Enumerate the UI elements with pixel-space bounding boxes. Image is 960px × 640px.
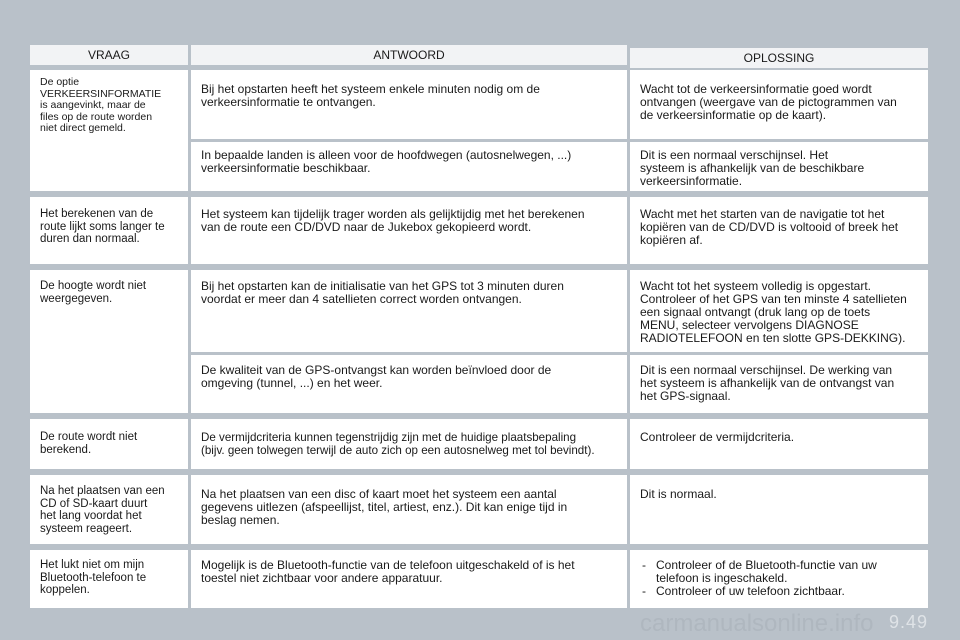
- header-question: VRAAG: [30, 45, 188, 65]
- answer-cell: [191, 142, 627, 191]
- header-solution: OPLOSSING: [630, 48, 928, 68]
- answer-text: Na het plaatsen van een disc of kaart moet het systeem een aantal gegevens uitlezen (afspeellijst, titel, artiest, enz.). Dit kan enige tijd in beslag nemen.: [201, 487, 568, 527]
- solution-text: Dit is normaal.: [640, 487, 717, 501]
- header-answer: ANTWOORD: [191, 45, 627, 65]
- question-text: Het berekenen van de route lijkt soms langer te duren dan normaal.: [40, 208, 165, 245]
- answer-text: In bepaalde landen is alleen voor de hoofdwegen (autosnelwegen, ...) verkeersinformatie beschikbaar.: [201, 148, 572, 175]
- question-text: Na het plaatsen van een CD of SD-kaart duurt het lang voordat het systeem reageert.: [40, 485, 165, 535]
- solution-list-item: - Controleer of de Bluetooth-functie van uw telefoon is ingeschakeld.: [640, 559, 920, 585]
- answer-cell: [191, 70, 627, 139]
- answer-cell: [191, 475, 627, 544]
- solution-cell: [630, 419, 928, 469]
- question-cell: [30, 197, 188, 264]
- answer-text: Mogelijk is de Bluetooth-functie van de telefoon uitgeschakeld of is het toestel niet zichtbaar voor andere apparatuur.: [201, 558, 575, 585]
- solution-text: Wacht tot de verkeersinformatie goed wordt ontvangen (weergave van de pictogrammen van de verkeersinformatie op de kaart).: [640, 82, 897, 122]
- answer-cell: [191, 550, 627, 608]
- solution-cell: [630, 550, 928, 608]
- page-number: 9.49: [888, 612, 928, 632]
- solution-text: Wacht met het starten van de navigatie tot het kopiëren van de CD/DVD is voltooid of breek het kopiëren af.: [640, 207, 899, 247]
- solution-cell: [630, 270, 928, 352]
- answer-text: Bij het opstarten heeft het systeem enkele minuten nodig om de verkeersinformatie te ontvangen.: [201, 82, 540, 109]
- solution-cell: [630, 197, 928, 264]
- solution-list: [640, 559, 920, 598]
- answer-cell: [191, 355, 627, 413]
- question-cell: [30, 70, 188, 191]
- question-text: De route wordt niet berekend.: [40, 431, 138, 456]
- question-text: Het lukt niet om mijn Bluetooth-telefoon te koppelen.: [40, 559, 147, 596]
- answer-text: De kwaliteit van de GPS-ontvangst kan worden beïnvloed door de omgeving (tunnel, ...) en het weer.: [201, 363, 552, 390]
- watermark: carmanualsonline.info: [640, 610, 874, 637]
- answer-text: Bij het opstarten kan de initialisatie van het GPS tot 3 minuten duren voordat er meer dan 4 satellieten correct worden ontvangen.: [201, 279, 564, 306]
- question-text: De optie VERKEERSINFORMATIE is aangevinkt, maar de files op de route worden niet direct gemeld.: [40, 76, 162, 134]
- question-cell: [30, 475, 188, 544]
- solution-text: Dit is een normaal verschijnsel. Het systeem is afhankelijk van de beschikbare verkeersinformatie.: [640, 148, 865, 188]
- solution-cell: [630, 475, 928, 544]
- answer-text: De vermijdcriteria kunnen tegenstrijdig zijn met de huidige plaatsbepaling (bijv. geen tolwegen terwijl de auto zich op een autosnelweg met tol bevindt).: [201, 431, 595, 457]
- question-cell: [30, 550, 188, 608]
- solution-cell: [630, 70, 928, 139]
- question-cell: [30, 270, 188, 413]
- answer-cell: [191, 197, 627, 264]
- solution-text: Dit is een normaal verschijnsel. De werking van het systeem is afhankelijk van de ontvangst van het GPS-signaal.: [640, 363, 895, 403]
- solution-cell: [630, 142, 928, 191]
- solution-text: Wacht tot het systeem volledig is opgestart. Controleer of het GPS van ten minste 4 satellieten een signaal ontvangt (druk lang op de toets MENU, selecteer vervolgens DIAGNOSE RADIOTELEFOON en ten slotte GPS-DEKKING).: [640, 279, 907, 345]
- solution-text: Controleer de vermijdcriteria.: [640, 430, 795, 444]
- solution-cell: [630, 355, 928, 413]
- answer-text: Het systeem kan tijdelijk trager worden als gelijktijdig met het berekenen van de route een CD/DVD naar de Jukebox gekopieerd wordt.: [201, 207, 585, 234]
- question-text: De hoogte wordt niet weergegeven.: [40, 280, 147, 305]
- solution-list-item: - Controleer of uw telefoon zichtbaar.: [640, 585, 920, 598]
- question-cell: [30, 419, 188, 469]
- answer-cell: [191, 270, 627, 352]
- answer-cell: [191, 419, 627, 469]
